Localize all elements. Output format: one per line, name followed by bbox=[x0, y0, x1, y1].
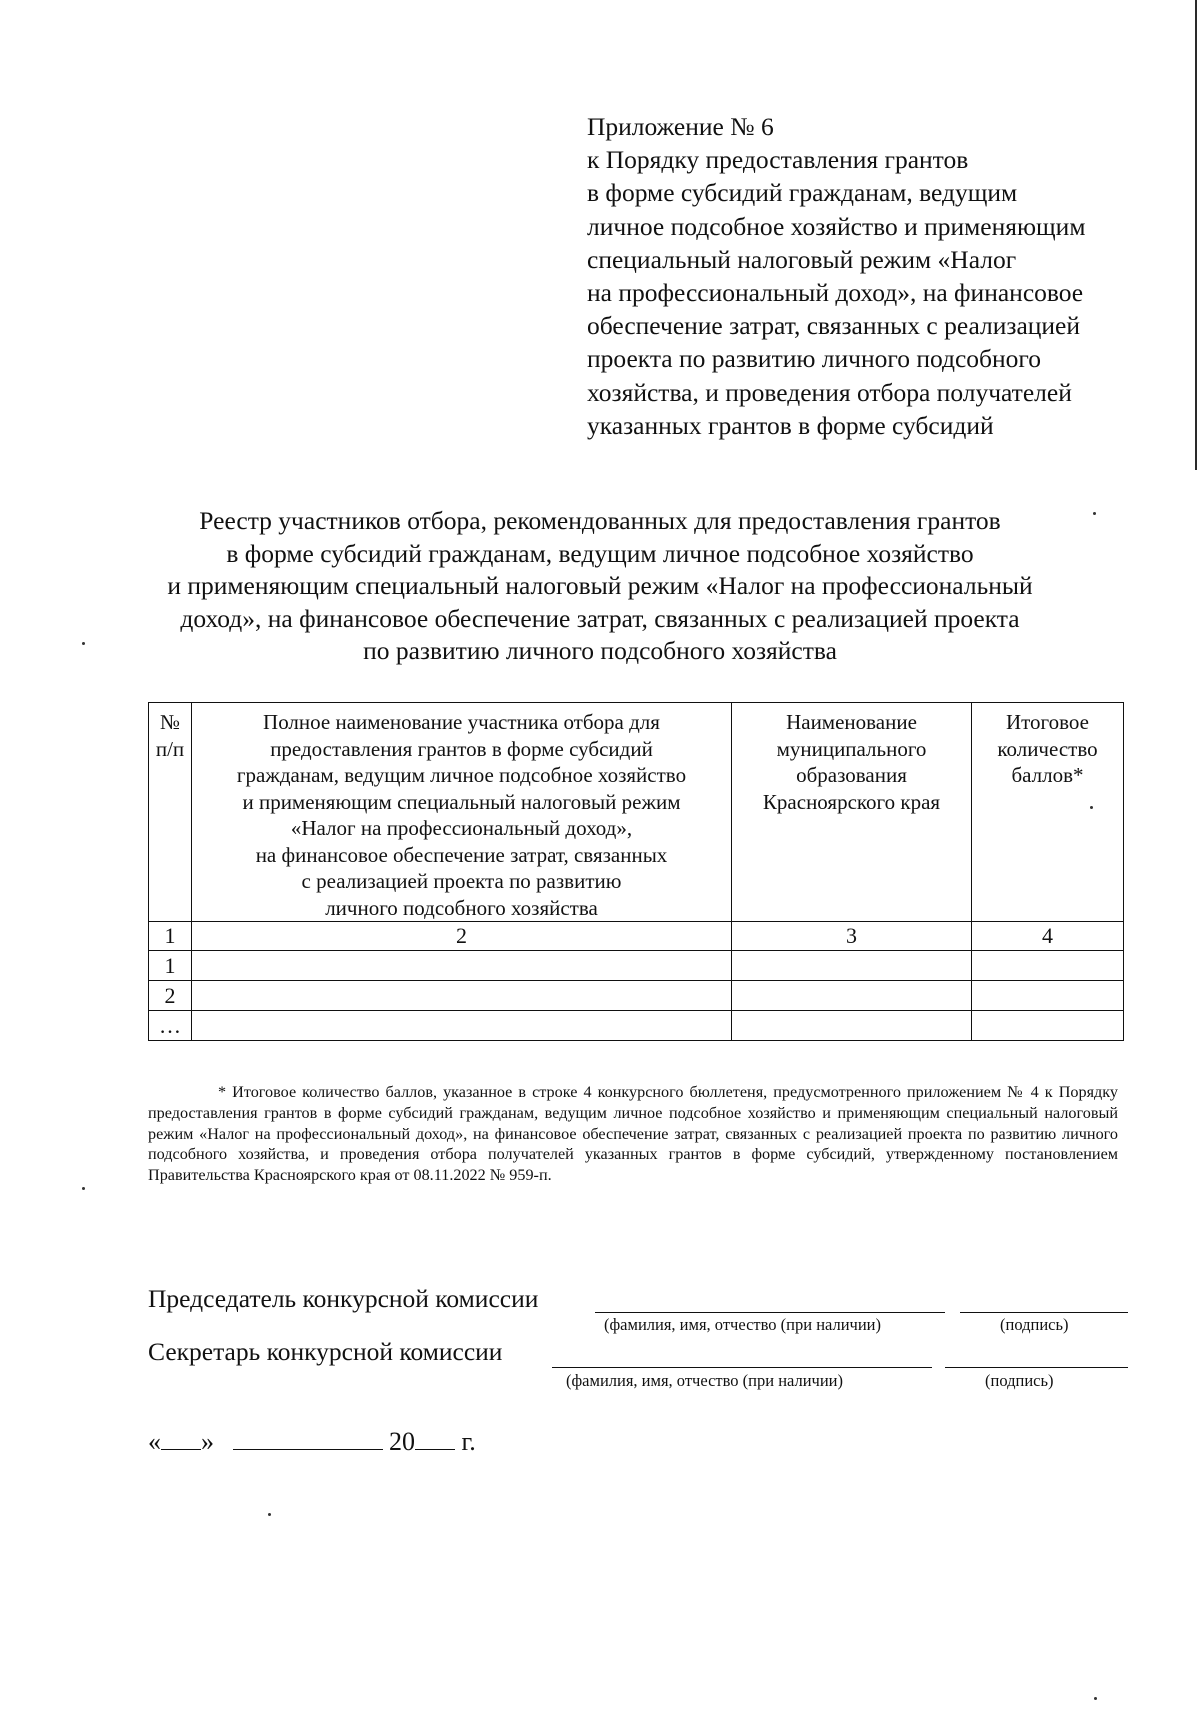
appendix-line: личное подсобное хозяйство и применяющим bbox=[587, 211, 1086, 241]
header-text: образования bbox=[796, 763, 907, 787]
scan-speck bbox=[82, 1187, 85, 1190]
title-line: в форме субсидий гражданам, ведущим личное подсобное хозяйство bbox=[226, 538, 974, 568]
year-suffix: г. bbox=[461, 1427, 476, 1456]
column-number-row bbox=[149, 922, 1124, 951]
date-close-quote: » bbox=[201, 1427, 214, 1456]
column-number: 1 bbox=[149, 922, 192, 951]
footnote-text: * Итоговое количество баллов, указанное в строке 4 конкурсного бюллетеня, предусмотренного приложением № 4 к Порядку предоставления грантов в форме субсидий гражданам, ведущим личное подсобное хозяйство и применяющим специальный налоговый режим «Налог на профессиональный доход», на финансовое обеспечение затрат, связанных с реализацией проекта по развитию личного подсобного хозяйства, и проведения отбора получателей указанных грантов в форме субсидий, утвержденному постановлением Правительства Красноярского края от 08.11.2022 № 959-п. bbox=[148, 1083, 1118, 1185]
header-number bbox=[149, 703, 192, 922]
chairman-label: Председатель конкурсной комиссии bbox=[148, 1284, 539, 1313]
chairman-name-line bbox=[595, 1312, 945, 1313]
scan-speck bbox=[1093, 512, 1096, 515]
table-row bbox=[149, 981, 1124, 1011]
table-header-row bbox=[149, 703, 1124, 922]
header-text: гражданам, ведущим личное подсобное хозяйство bbox=[236, 763, 687, 787]
scan-speck bbox=[268, 1513, 271, 1516]
header-text: баллов* bbox=[1011, 763, 1084, 787]
secretary-label: Секретарь конкурсной комиссии bbox=[148, 1337, 503, 1366]
appendix-line: в форме субсидий гражданам, ведущим bbox=[587, 178, 1018, 208]
row-score bbox=[972, 951, 1124, 981]
appendix-line: обеспечение затрат, связанных с реализацией bbox=[587, 311, 1081, 341]
row-municipality bbox=[732, 951, 972, 981]
column-number: 2 bbox=[192, 922, 732, 951]
row-number: 2 bbox=[149, 981, 192, 1011]
row-score bbox=[972, 1011, 1124, 1041]
header-text: Красноярского края bbox=[762, 789, 941, 814]
document-title bbox=[100, 505, 1100, 668]
day-blank bbox=[161, 1427, 201, 1450]
secretary-name-line bbox=[552, 1367, 932, 1368]
month-blank bbox=[233, 1427, 383, 1450]
year-blank bbox=[415, 1427, 455, 1450]
chairman-signature-line bbox=[960, 1312, 1128, 1313]
row-municipality bbox=[732, 1011, 972, 1041]
header-text: Наименование bbox=[786, 710, 917, 734]
title-line: и применяющим специальный налоговый режим «Налог на профессиональный bbox=[167, 571, 1033, 600]
row-participant-name bbox=[192, 951, 732, 981]
header-participant-name bbox=[192, 703, 732, 922]
header-text: с реализацией проекта по развитию bbox=[301, 869, 622, 893]
header-text: № bbox=[159, 710, 181, 734]
header-text: количество bbox=[997, 736, 1098, 761]
chairman-signature-caption: (подпись) bbox=[1000, 1315, 1069, 1334]
secretary-signature-caption: (подпись) bbox=[985, 1371, 1054, 1390]
scan-edge-mark bbox=[1195, 0, 1197, 470]
column-number: 4 bbox=[972, 922, 1124, 951]
appendix-line: хозяйства, и проведения отбора получателей bbox=[587, 377, 1072, 407]
header-total-score bbox=[972, 703, 1124, 922]
header-text: муниципального bbox=[776, 736, 927, 761]
header-text: личного подсобного хозяйства bbox=[325, 895, 598, 920]
table-row bbox=[149, 1011, 1124, 1041]
row-municipality bbox=[732, 981, 972, 1011]
header-municipality bbox=[732, 703, 972, 922]
row-score bbox=[972, 981, 1124, 1011]
year-prefix: 20 bbox=[389, 1427, 415, 1456]
title-line: Реестр участников отбора, рекомендованных для предоставления грантов bbox=[199, 506, 1001, 535]
row-number: 1 bbox=[149, 951, 192, 981]
scan-speck bbox=[82, 642, 85, 645]
header-text: и применяющим специальный налоговый режим bbox=[242, 789, 681, 814]
appendix-line: на профессиональный доход», на финансовое bbox=[587, 278, 1084, 308]
title-line: по развитию личного подсобного хозяйства bbox=[363, 636, 837, 665]
date-line bbox=[148, 1427, 476, 1457]
row-participant-name bbox=[192, 981, 732, 1011]
header-text: «Налог на профессиональный доход», bbox=[290, 816, 633, 840]
appendix-line: Приложение № 6 bbox=[587, 112, 774, 141]
date-open-quote: « bbox=[148, 1427, 161, 1456]
chairman-name-caption: (фамилия, имя, отчество (при наличии) bbox=[604, 1315, 882, 1334]
appendix-header bbox=[587, 110, 1187, 442]
footnote bbox=[148, 1082, 1118, 1186]
header-text: Полное наименование участника отбора для bbox=[263, 710, 660, 734]
header-text: Итоговое bbox=[1005, 710, 1089, 734]
title-line: доход», на финансовое обеспечение затрат, связанных с реализацией проекта bbox=[180, 603, 1020, 633]
table-row bbox=[149, 951, 1124, 981]
header-text: предоставления грантов в форме субсидий bbox=[270, 736, 653, 761]
header-text: п/п bbox=[155, 736, 185, 761]
row-number: … bbox=[149, 1011, 192, 1041]
appendix-line: к Порядку предоставления грантов bbox=[587, 145, 969, 175]
secretary-signature-line bbox=[945, 1367, 1128, 1368]
row-participant-name bbox=[192, 1011, 732, 1041]
column-number: 3 bbox=[732, 922, 972, 951]
appendix-line: проекта по развитию личного подсобного bbox=[587, 344, 1041, 374]
header-text: на финансовое обеспечение затрат, связанных bbox=[255, 842, 668, 867]
scan-speck bbox=[1094, 1697, 1097, 1700]
secretary-name-caption: (фамилия, имя, отчество (при наличии) bbox=[566, 1371, 844, 1390]
registry-table bbox=[148, 702, 1124, 1041]
scan-speck bbox=[1090, 806, 1093, 809]
appendix-line: указанных грантов в форме субсидий bbox=[587, 410, 994, 440]
appendix-line: специальный налоговый режим «Налог bbox=[587, 244, 1017, 274]
